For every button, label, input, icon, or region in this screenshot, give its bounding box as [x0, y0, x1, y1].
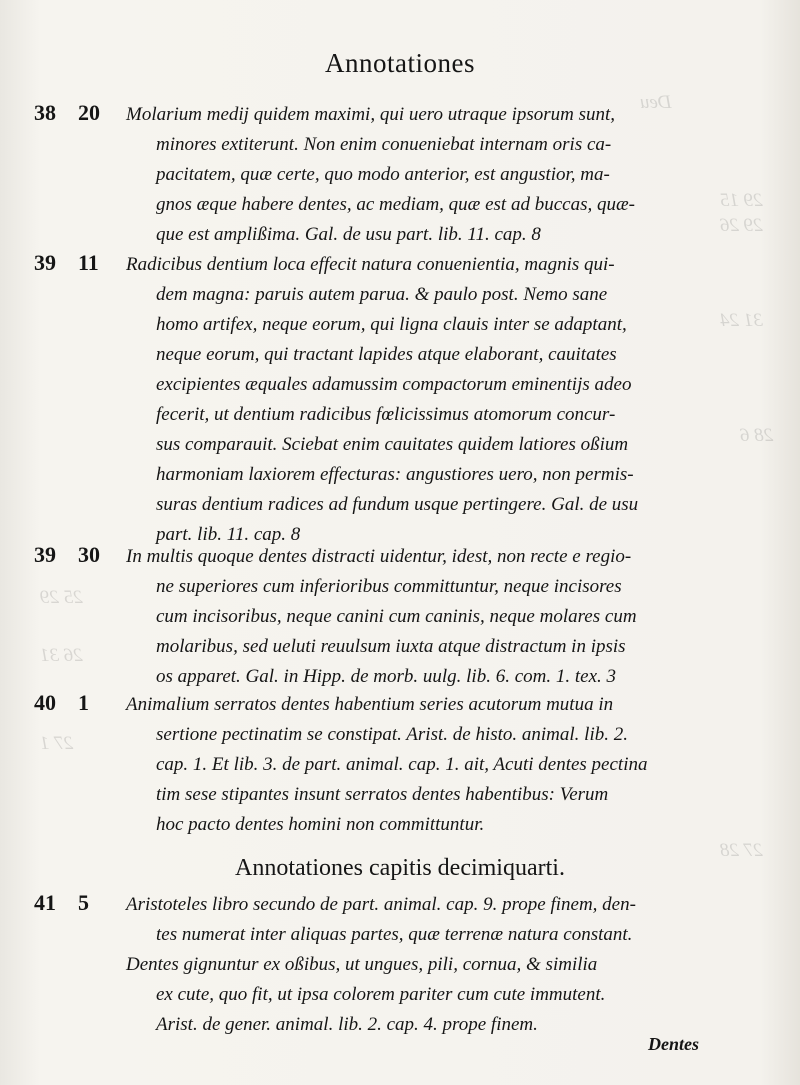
- text-line: ne superiores cum inferioribus committuntur, neque incisores: [156, 576, 622, 597]
- text-line: cum incisoribus, neque canini cum caninis, neque molares cum: [156, 606, 637, 627]
- text-line: part. lib. 11. cap. 8: [156, 524, 301, 545]
- entry-reference: [34, 890, 126, 916]
- text-line: os apparet. Gal. in Hipp. de morb. uulg. lib. 6. com. 1. tex. 3: [156, 666, 617, 687]
- entry-reference: [34, 250, 126, 276]
- page-number: 39: [34, 250, 56, 275]
- text-line: tim sese stipantes insunt serratos dentes habentibus: Verum: [156, 784, 609, 805]
- text-line: neque eorum, qui tractant lapides atque elaborant, cauitates: [156, 344, 617, 365]
- line-number: 5: [78, 890, 89, 915]
- bleed-through-mark: 27 1: [40, 733, 74, 754]
- bleed-through-mark: Deu: [640, 92, 672, 113]
- bleed-through-mark: 26 31: [40, 645, 83, 666]
- text-line: tes numerat inter aliquas partes, quæ terrenæ natura constant.: [156, 924, 633, 945]
- text-line: pacitatem, quæ certe, quo modo anterior, est angustior, ma-: [156, 164, 610, 185]
- text-line: Arist. de gener. animal. lib. 2. cap. 4. prope finem.: [156, 1014, 538, 1035]
- text-line: sertione pectinatim se constipat. Arist. de histo. animal. lib. 2.: [156, 724, 628, 745]
- text-line: suras dentium radices ad fundum usque pertingere. Gal. de usu: [156, 494, 639, 515]
- bleed-through-mark: 25 29: [40, 587, 83, 608]
- text-line: que est amplißima. Gal. de usu part. lib. 11. cap. 8: [156, 224, 541, 245]
- running-head: Annotationes: [325, 48, 475, 78]
- text-line: Aristoteles libro secundo de part. animal. cap. 9. prope finem, den-: [126, 894, 636, 915]
- bleed-through-mark: 27 28: [720, 840, 763, 861]
- text-line: dem magna: paruis autem parua. & paulo post. Nemo sane: [156, 284, 608, 305]
- annotation-entry: [34, 890, 724, 1040]
- text-line: gnos æque habere dentes, ac mediam, quæ est ad buccas, quæ-: [156, 194, 635, 215]
- page-number: 38: [34, 100, 56, 125]
- annotation-entry: [34, 250, 724, 550]
- line-number: 20: [78, 100, 100, 125]
- annotation-entry: [34, 100, 724, 250]
- text-line: minores extiterunt. Non enim conueniebat internam oris ca-: [156, 134, 612, 155]
- text-line: In multis quoque dentes distracti uidentur, idest, non recte e regio-: [126, 546, 632, 567]
- annotation-entry: [34, 542, 724, 692]
- text-line: cap. 1. Et lib. 3. de part. animal. cap. 1. ait, Acuti dentes pectina: [156, 754, 648, 775]
- page-number: 41: [34, 890, 56, 915]
- text-line: ex cute, quo fit, ut ipsa colorem pariter cum cute immutent.: [156, 984, 606, 1005]
- page-number: 39: [34, 542, 56, 567]
- bleed-through-mark: 31 24: [720, 310, 763, 331]
- text-line: harmoniam laxiorem effecturas: angustiores uero, non permis-: [156, 464, 634, 485]
- line-number: 30: [78, 542, 100, 567]
- bleed-through-mark: 29 26: [720, 215, 763, 236]
- section-heading: Annotationes capitis decimiquarti.: [235, 855, 565, 881]
- text-line: Radicibus dentium loca effecit natura conuenientia, magnis qui-: [126, 254, 615, 275]
- line-number: 1: [78, 690, 89, 715]
- annotation-entry: [34, 690, 724, 840]
- entry-reference: [34, 100, 126, 126]
- text-line: Animalium serratos dentes habentium series acutorum mutua in: [126, 694, 614, 715]
- entry-reference: [34, 690, 126, 716]
- text-line: fecerit, ut dentium radicibus fœlicissimus atomorum concur-: [156, 404, 616, 425]
- bleed-through-mark: 28 6: [740, 425, 774, 446]
- text-line: sus comparauit. Sciebat enim cauitates quidem latiores oßium: [156, 434, 629, 455]
- text-line: Molarium medij quidem maximi, qui uero utraque ipsorum sunt,: [126, 104, 616, 125]
- bleed-through-mark: 29 15: [720, 190, 763, 211]
- page-number: 40: [34, 690, 56, 715]
- catchword: Dentes: [648, 1034, 699, 1054]
- text-line: homo artifex, neque eorum, qui ligna clauis inter se adaptant,: [156, 314, 627, 335]
- text-line: molaribus, sed ueluti reuulsum iuxta atque distractum in ipsis: [156, 636, 626, 657]
- text-line: hoc pacto dentes homini non committuntur.: [156, 814, 485, 835]
- entry-reference: [34, 542, 126, 568]
- text-line: Dentes gignuntur ex oßibus, ut ungues, pili, cornua, & similia: [126, 954, 598, 975]
- text-line: excipientes æquales adamussim compactorum eminentijs adeo: [156, 374, 632, 395]
- line-number: 11: [78, 250, 99, 275]
